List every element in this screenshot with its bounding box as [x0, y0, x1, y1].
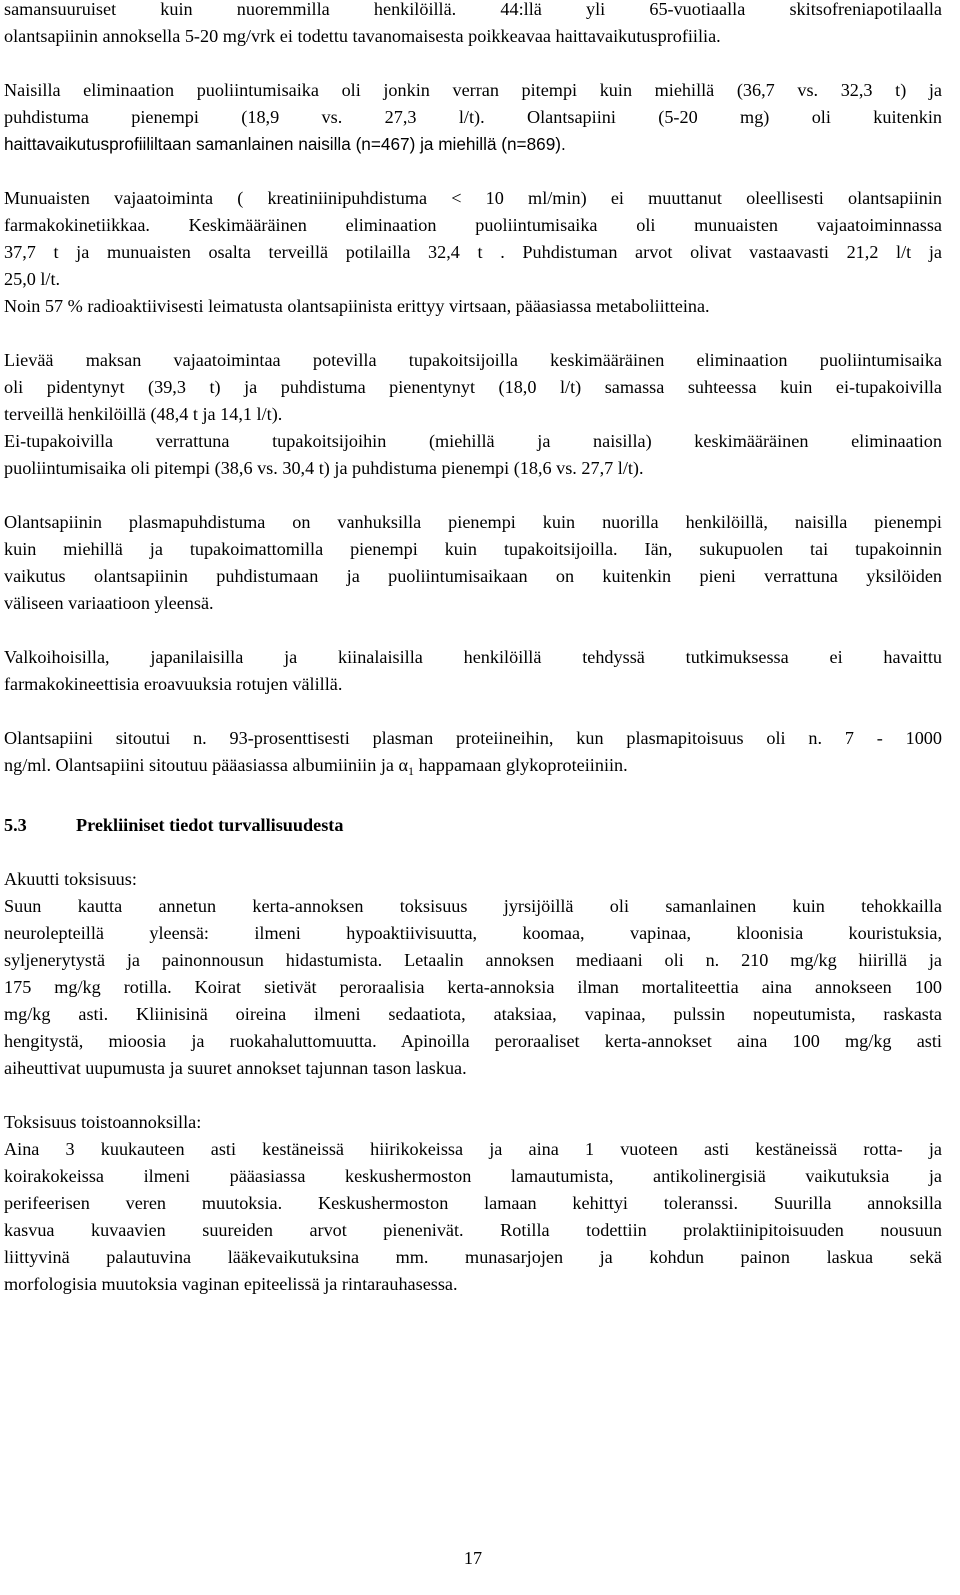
text-line: farmakokinetiikkaa. Keskimääräinen eliminaation puoliintumisaika oli munuaisten vajaatoiminnassa — [4, 215, 942, 235]
spacer — [4, 158, 942, 185]
text-line: Olantsapiini sitoutui n. 93-prosenttisesti plasman proteiineihin, kun plasmapitoisuus oli n. 7 - 1000 — [4, 728, 942, 748]
text-line: neurolepteillä yleensä: ilmeni hypoaktiivisuutta, koomaa, vapinaa, kloonisia kouristuksia, — [4, 923, 942, 943]
text-line: morfologisia muutoksia vaginan epiteelissä ja rintarauhasessa. — [4, 1274, 458, 1294]
text-line: puhdistuma pienempi (18,9 vs. 27,3 l/t). Olantsapiini (5-20 mg) oli kuitenkin — [4, 107, 942, 127]
text-line: 175 mg/kg rotilla. Koirat sietivät peroraalisia kerta-annoksia ilman mortaliteettia aina annokseen 100 — [4, 977, 942, 997]
spacer — [4, 482, 942, 509]
text-line: kuin miehillä ja tupakoimattomilla pienempi kuin tupakoitsijoilla. Iän, sukupuolen tai tupakoinnin — [4, 539, 942, 559]
section-number: 5.3 — [4, 815, 27, 835]
paragraph-protein-binding — [4, 725, 942, 779]
text-line: Aina 3 kuukauteen asti kestäneissä hiirikokeissa ja aina 1 vuoteen asti kestäneissä rotta- ja — [4, 1139, 942, 1159]
text-line: Lievää maksan vajaatoimintaa potevilla tupakoitsijoilla keskimääräinen eliminaation puoliintumisaika — [4, 350, 942, 370]
spacer — [4, 1082, 942, 1109]
spacer — [4, 839, 942, 866]
text-line: Suun kautta annetun kerta-annoksen toksisuus jyrsijöillä oli samanlainen kuin tehokkailla — [4, 896, 942, 916]
section-title: Prekliiniset tiedot turvallisuudesta — [76, 815, 344, 835]
alpha-subscript: 1 — [408, 764, 415, 778]
page-number: 17 — [463, 1548, 483, 1568]
text-line: Naisilla eliminaation puoliintumisaika oli jonkin verran pitempi kuin miehillä (36,7 vs. 32,3 t) ja — [4, 80, 942, 100]
text-line: mg/kg asti. Kliinisinä oireina ilmeni sedaatiota, ataksiaa, vapinaa, pulssin nopeutumista, raskasta — [4, 1004, 942, 1024]
text-line: oli pidentynyt (39,3 t) ja puhdistuma pienentynyt (18,0 l/t) samassa suhteessa kuin ei-tupakoivilla — [4, 377, 942, 397]
spacer — [4, 50, 942, 77]
subsection-acute-toxicity — [4, 866, 942, 1082]
paragraph-hepatic — [4, 347, 942, 482]
text-line: Valkoihoisilla, japanilaisilla ja kiinalaisilla henkilöillä tehdyssä tutkimuksessa ei havaittu — [4, 647, 942, 667]
text-line: 37,7 t ja munuaisten osalta terveillä potilailla 32,4 t . Puhdistuman arvot olivat vastaavasti 21,2 l/t ja — [4, 242, 942, 262]
text-line: liittyvinä palautuvina lääkevaikutuksina mm. munasarjojen ja kohdun painon laskua sekä — [4, 1247, 942, 1267]
document-page — [4, 0, 942, 1298]
alpha-symbol: α — [398, 755, 409, 775]
text-line: Noin 57 % radioaktiivisesti leimatusta olantsapiinista erittyy virtsaan, pääasiassa metaboliitteina. — [4, 296, 710, 316]
spacer — [4, 320, 942, 347]
spacer — [4, 779, 942, 806]
text-line: aiheuttivat uupumusta ja suuret annokset tajunnan tason laskua. — [4, 1058, 467, 1078]
text-line: Olantsapiinin plasmapuhdistuma on vanhuksilla pienempi kuin nuorilla henkilöillä, naisilla pienempi — [4, 512, 942, 532]
text-line: puoliintumisaika oli pitempi (38,6 vs. 30,4 t) ja puhdistuma pienempi (18,6 vs. 27,7 l/t). — [4, 458, 644, 478]
text-fragment: ng/ml. Olantsapiini sitoutuu pääasiassa albumiiniin ja — [4, 755, 399, 775]
text-line: kasvua kuvaavien suureiden arvot pienenivät. Rotilla todettiin prolaktiinipitoisuuden nousuun — [4, 1220, 942, 1240]
text-line: olantsapiinin annoksella 5-20 mg/vrk ei todettu tavanomaisesta poikkeavaa haittavaikutusprofiilia. — [4, 26, 721, 46]
text-line: terveillä henkilöillä (48,4 t ja 14,1 l/t). — [4, 404, 283, 424]
text-line: samansuuruiset kuin nuoremmilla henkilöillä. 44:llä yli 65-vuotiaalla skitsofreniapotilaalla — [4, 0, 942, 19]
text-line: syljenerytystä ja painonnousun hidastumista. Letaalin annoksen mediaani oli n. 210 mg/kg hiirillä ja — [4, 950, 942, 970]
text-line: Ei-tupakoivilla verrattuna tupakoitsijoihin (miehillä ja naisilla) keskimääräinen eliminaation — [4, 431, 942, 451]
subsection-title: Akuutti toksisuus: — [4, 869, 137, 889]
paragraph-ethnicity — [4, 644, 942, 698]
paragraph-gender — [4, 77, 942, 158]
text-line: haittavaikutusprofiililtaan samanlainen naisilla (n=467) ja miehillä (n=869). — [4, 134, 566, 154]
text-line: farmakokineettisia eroavuuksia rotujen välillä. — [4, 674, 343, 694]
section-heading — [4, 812, 942, 839]
text-line: 25,0 l/t. — [4, 269, 61, 289]
subsection-title: Toksisuus toistoannoksilla: — [4, 1112, 202, 1132]
text-line — [4, 752, 942, 779]
text-line: perifeerisen veren muutoksia. Keskushermoston lamaan kehittyi toleranssi. Suurilla annoksilla — [4, 1193, 942, 1213]
text-line: väliseen variaatioon yleensä. — [4, 593, 214, 613]
text-line: hengitystä, mioosia ja ruokahaluttomuutta. Apinoilla peroraaliset kerta-annokset aina 100 mg/kg asti — [4, 1031, 942, 1051]
spacer — [4, 698, 942, 725]
text-fragment: happamaan glykoproteiiniin. — [414, 755, 628, 775]
text-line: koirakokeissa ilmeni pääasiassa keskushermoston lamautumista, antikolinergisiä vaikutuksia ja — [4, 1166, 942, 1186]
text-line: vaikutus olantsapiinin puhdistumaan ja puoliintumisaikaan on kuitenkin pieni verrattuna yksilöiden — [4, 566, 942, 586]
spacer — [4, 617, 942, 644]
paragraph-elderly — [4, 0, 942, 50]
subsection-repeat-toxicity — [4, 1109, 942, 1298]
text-line: Munuaisten vajaatoiminta ( kreatiniinipuhdistuma < 10 ml/min) ei muuttanut oleellisesti olantsapiinin — [4, 188, 942, 208]
paragraph-clearance — [4, 509, 942, 617]
paragraph-renal — [4, 185, 942, 320]
